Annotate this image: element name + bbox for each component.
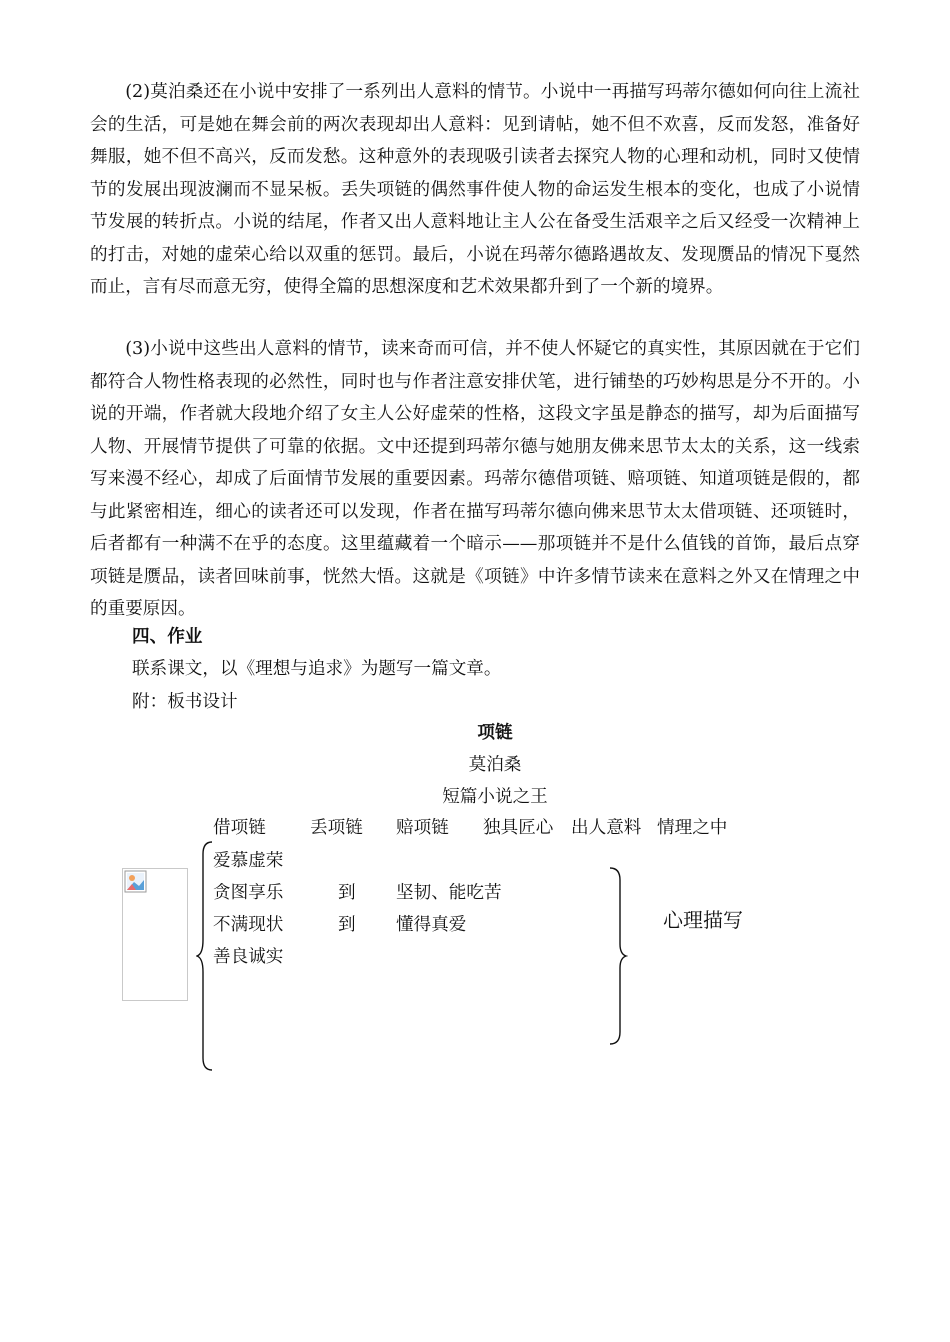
trait-honest: 善良诚实	[213, 947, 284, 967]
trait-true-love: 懂得真爱	[396, 915, 467, 935]
paragraph-3: (3)小说中这些出人意料的情节，读来奇而可信，并不使人怀疑它的真实性，其原因就在于它们都符合人物性格表现的必然性，同时也与作者注意安排伏笔，进行铺垫的巧妙构思是分不开的。小说的开端，作者就大段地介绍了女主人公好虚荣的性格，这段文字虽是静态的描写，却为后面描写人物、开展情节提供了可靠的依据。文中还提到玛蒂尔德与她朋友佛来思节太太的关系，这一线索写来漫不经心，却成了后面情节发展的重要因素。玛蒂尔德借项链、赔项链、知道项链是假的，都与此紧密相连，细心的读者还可以发现，作者在描写玛蒂尔德向佛来思节太太借项链、还项链时，后者都有一种满不在乎的态度。这里蕴藏着一个暗示——那项链并不是什么值钱的首饰，最后点穿项链是赝品，读者回味前事，恍然大悟。这就是《项链》中许多情节读来在意料之外又在情理之中的重要原因。	[90, 339, 860, 619]
trait-arrow-1: 到	[338, 883, 356, 903]
trait-discontent: 不满现状	[213, 915, 284, 935]
homework-text: 联系课文，以《理想与追求》为题写一篇文章。	[132, 659, 502, 679]
board-author: 莫泊桑	[468, 755, 522, 775]
broken-image-icon	[123, 869, 149, 895]
plot-unexpected: 出人意料	[571, 818, 642, 838]
left-brace	[196, 840, 214, 1072]
right-brace	[608, 866, 628, 1046]
plot-lose: 丢项链	[310, 818, 363, 838]
board-title: 项链	[477, 723, 513, 743]
annex-label: 附：板书设计	[132, 692, 238, 712]
board-subtitle: 短篇小说之王	[442, 787, 548, 807]
plot-repay: 赔项链	[396, 818, 449, 838]
section-heading: 四、作业	[132, 627, 203, 647]
paragraph-2: (2)莫泊桑还在小说中安排了一系列出人意料的情节。小说中一再描写玛蒂尔德如何向往上流社会的生活，可是她在舞会前的两次表现却出人意料：见到请帖，她不但不欢喜，反而发怒，准备好舞服，她不但不高兴，反而发愁。这种意外的表现吸引读者去探究人物的心理和动机，同时又使情节的发展出现波澜而不显呆板。丢失项链的偶然事件使人物的命运发生根本的变化，也成了小说情节发展的转折点。小说的结尾，作者又出人意料地让主人公在备受生活艰辛之后又经受一次精神上的打击，对她的虚荣心给以双重的惩罚。最后，小说在玛蒂尔德路遇故友、发现赝品的情况下戛然而止，言有尽而意无穷，使得全篇的思想深度和艺术效果都升到了一个新的境界。	[90, 82, 860, 297]
plot-reasonable: 情理之中	[657, 818, 728, 838]
plot-borrow: 借项链	[213, 818, 266, 838]
plot-ingenious: 独具匠心	[483, 818, 554, 838]
trait-tenacious: 坚韧、能吃苦	[396, 883, 502, 903]
trait-vanity: 爱慕虚荣	[213, 851, 284, 871]
trait-pleasure: 贪图享乐	[213, 883, 284, 903]
psychological-description-label: 心理描写	[663, 908, 743, 932]
trait-arrow-2: 到	[338, 915, 356, 935]
image-placeholder	[122, 868, 188, 1001]
